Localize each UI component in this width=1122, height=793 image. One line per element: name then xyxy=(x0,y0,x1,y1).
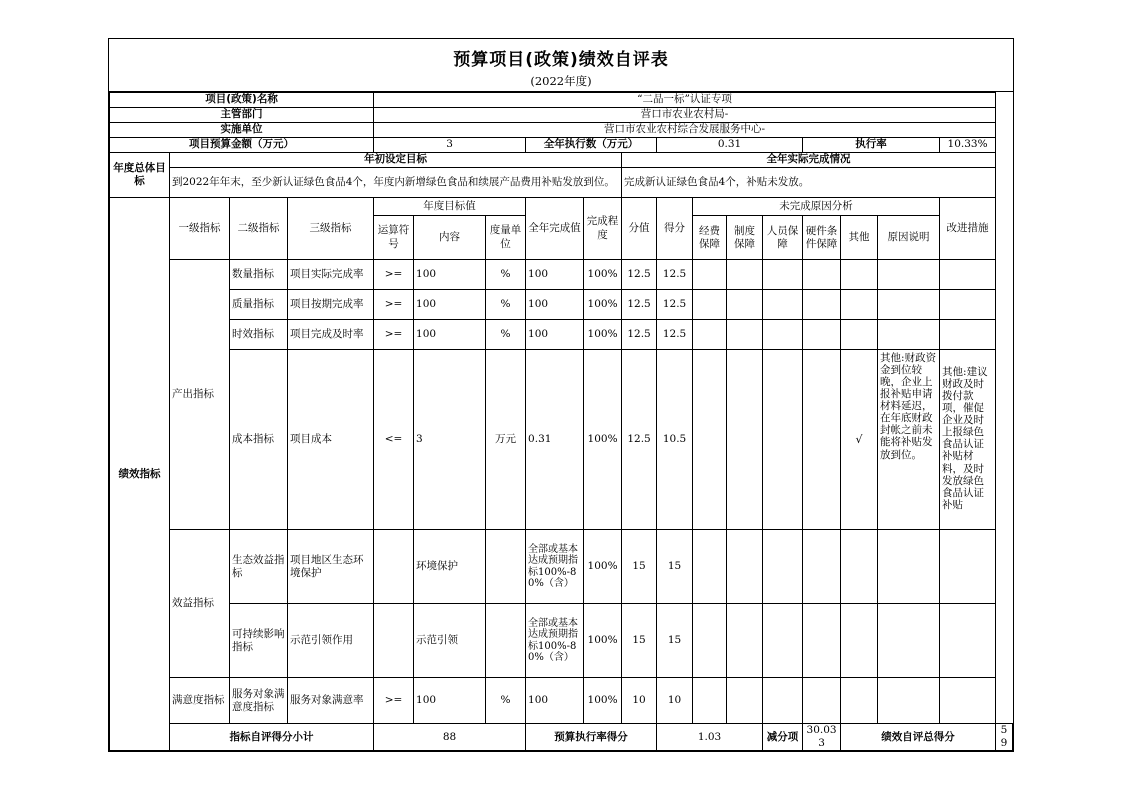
row-score: 12.5 xyxy=(657,260,693,290)
header-score: 得分 xyxy=(657,198,693,260)
header-score-value: 分值 xyxy=(622,198,657,260)
row-actual: 100 xyxy=(526,678,584,724)
budget-value: 3 xyxy=(374,138,526,153)
header-unit: 度量单位 xyxy=(486,216,526,260)
row-funding-cell xyxy=(693,678,727,724)
row-op: >= xyxy=(374,320,414,350)
header-actual: 全年完成值 xyxy=(526,198,584,260)
row-unit: % xyxy=(486,260,526,290)
row-completion: 100% xyxy=(584,678,622,724)
rate-value: 10.33% xyxy=(940,138,996,153)
row-actual: 100 xyxy=(526,260,584,290)
row-score: 10 xyxy=(657,678,693,724)
row-content: 100 xyxy=(414,290,486,320)
row-staff-cell xyxy=(763,290,803,320)
row-content: 环境保护 xyxy=(414,530,486,604)
row-staff-cell xyxy=(763,320,803,350)
row-other-cell xyxy=(841,530,878,604)
row-hardware-cell xyxy=(803,260,841,290)
header-improve: 改进措施 xyxy=(940,198,996,260)
evaluation-table xyxy=(109,92,1013,751)
header-reason-note: 原因说明 xyxy=(878,216,940,260)
row-funding-cell xyxy=(693,320,727,350)
row-actual: 全部或基本达成预期指标100%-80%（含） xyxy=(526,530,584,604)
row-completion: 100% xyxy=(584,290,622,320)
row-actual: 100 xyxy=(526,290,584,320)
planned-goal-text: 到2022年年末，至少新认证绿色食品4个，年度内新增绿色食品和续展产品费用补贴发放到位。 xyxy=(170,168,622,198)
row-level2: 成本指标 xyxy=(230,350,288,530)
row-unit: % xyxy=(486,290,526,320)
budget-label: 项目预算金额（万元） xyxy=(110,138,374,153)
header-other: 其他 xyxy=(841,216,878,260)
row-hardware-cell xyxy=(803,604,841,678)
row-improve-cell xyxy=(940,678,996,724)
row-level3: 示范引领作用 xyxy=(288,604,374,678)
row-system-cell xyxy=(727,290,763,320)
row-score-value: 12.5 xyxy=(622,290,657,320)
row-staff-cell xyxy=(763,530,803,604)
row-reason-cell xyxy=(878,260,940,290)
row-improve-cell xyxy=(940,260,996,290)
row-other-cell xyxy=(841,290,878,320)
row-reason-cell xyxy=(878,290,940,320)
row-completion: 100% xyxy=(584,260,622,290)
row-level2: 生态效益指标 xyxy=(230,530,288,604)
row-op xyxy=(374,530,414,604)
improve-text: 其他:建议财政及时拨付款项，催促企业及时上报绿色食品认证补贴材料，及时发放绿色食品认证补贴 xyxy=(940,350,996,530)
reason-note-text: 其他:财政资金到位较晚，企业上报补贴申请材料延迟，在年底财政封帐之前未能将补贴发放到位。 xyxy=(878,350,940,530)
exec-score-value: 1.03 xyxy=(657,724,763,751)
row-staff-cell xyxy=(763,604,803,678)
row-reason-cell xyxy=(878,678,940,724)
row-system-cell xyxy=(727,260,763,290)
row-op: >= xyxy=(374,260,414,290)
group-satisfaction: 满意度指标 xyxy=(170,678,230,724)
actual-status-text: 完成新认证绿色食品4个，补贴未发放。 xyxy=(622,168,996,198)
row-actual: 0.31 xyxy=(526,350,584,530)
row-funding-cell xyxy=(693,290,727,320)
row-funding-cell xyxy=(693,604,727,678)
row-reason-cell xyxy=(878,604,940,678)
row-system-cell xyxy=(727,530,763,604)
row-level3: 项目地区生态环境保护 xyxy=(288,530,374,604)
row-hardware-cell xyxy=(803,320,841,350)
header-staff: 人员保障 xyxy=(763,216,803,260)
row-score: 10.5 xyxy=(657,350,693,530)
row-score-value: 12.5 xyxy=(622,350,657,530)
row-level2: 数量指标 xyxy=(230,260,288,290)
indicators-section-label: 绩效指标 xyxy=(110,198,170,751)
row-system-cell xyxy=(727,320,763,350)
year-subtitle: (2022年度) xyxy=(530,74,592,88)
row-unit xyxy=(486,530,526,604)
row-improve-cell xyxy=(940,604,996,678)
subtotal-value: 88 xyxy=(374,724,526,751)
row-op: >= xyxy=(374,290,414,320)
row-level2: 服务对象满意度指标 xyxy=(230,678,288,724)
project-name-value: “二品一标”认证专项 xyxy=(374,93,996,108)
project-name-label: 项目(政策)名称 xyxy=(110,93,374,108)
row-hardware-cell xyxy=(803,350,841,530)
dept-label: 主管部门 xyxy=(110,108,374,123)
row-score: 15 xyxy=(657,530,693,604)
row-level2: 时效指标 xyxy=(230,320,288,350)
row-score: 15 xyxy=(657,604,693,678)
row-hardware-cell xyxy=(803,290,841,320)
row-content: 100 xyxy=(414,260,486,290)
header-target-group: 年度目标值 xyxy=(374,198,526,216)
row-content: 100 xyxy=(414,678,486,724)
header-op: 运算符号 xyxy=(374,216,414,260)
row-hardware-cell xyxy=(803,678,841,724)
row-reason-cell xyxy=(878,320,940,350)
row-unit: 万元 xyxy=(486,350,526,530)
row-other-cell xyxy=(841,260,878,290)
row-staff-cell xyxy=(763,350,803,530)
rate-label: 执行率 xyxy=(803,138,940,153)
group-benefit: 效益指标 xyxy=(170,530,230,678)
row-completion: 100% xyxy=(584,604,622,678)
row-level3: 项目完成及时率 xyxy=(288,320,374,350)
deduct-value: 30.033 xyxy=(803,724,841,751)
exec-value: 0.31 xyxy=(657,138,803,153)
row-level2: 质量指标 xyxy=(230,290,288,320)
header-completion: 完成程度 xyxy=(584,198,622,260)
row-unit: % xyxy=(486,678,526,724)
row-other-cell xyxy=(841,604,878,678)
header-reason-group: 未完成原因分析 xyxy=(693,198,940,216)
exec-score-label: 预算执行率得分 xyxy=(526,724,657,751)
row-system-cell xyxy=(727,678,763,724)
header-level2: 二级指标 xyxy=(230,198,288,260)
row-completion: 100% xyxy=(584,530,622,604)
evaluation-sheet xyxy=(108,38,1014,752)
row-improve-cell xyxy=(940,290,996,320)
row-score-value: 15 xyxy=(622,604,657,678)
row-other-cell xyxy=(841,320,878,350)
row-content: 示范引领 xyxy=(414,604,486,678)
row-actual: 100 xyxy=(526,320,584,350)
row-system-cell xyxy=(727,604,763,678)
other-checkmark: √ xyxy=(841,350,878,530)
row-unit: % xyxy=(486,320,526,350)
row-score: 12.5 xyxy=(657,320,693,350)
deduct-label: 减分项 xyxy=(763,724,803,751)
row-score: 12.5 xyxy=(657,290,693,320)
subtotal-label: 指标自评得分小计 xyxy=(170,724,374,751)
row-system-cell xyxy=(727,350,763,530)
row-content: 100 xyxy=(414,320,486,350)
annual-goal-label: 年度总体目标 xyxy=(110,153,170,198)
row-funding-cell xyxy=(693,530,727,604)
header-system: 制度保障 xyxy=(727,216,763,260)
row-actual: 全部或基本达成预期指标100%-80%（含） xyxy=(526,604,584,678)
row-score-value: 12.5 xyxy=(622,320,657,350)
header-level1: 一级指标 xyxy=(170,198,230,260)
row-completion: 100% xyxy=(584,350,622,530)
total-label: 绩效自评总得分 xyxy=(841,724,996,751)
unit-value: 营口市农业农村综合发展服务中心- xyxy=(374,123,996,138)
row-level2: 可持续影响指标 xyxy=(230,604,288,678)
header-level3: 三级指标 xyxy=(288,198,374,260)
row-staff-cell xyxy=(763,678,803,724)
row-funding-cell xyxy=(693,260,727,290)
header-content: 内容 xyxy=(414,216,486,260)
row-score-value: 12.5 xyxy=(622,260,657,290)
row-content: 3 xyxy=(414,350,486,530)
row-improve-cell xyxy=(940,530,996,604)
title-block xyxy=(109,39,1013,92)
row-other-cell xyxy=(841,678,878,724)
row-level3: 项目按期完成率 xyxy=(288,290,374,320)
row-level3: 服务对象满意率 xyxy=(288,678,374,724)
total-value: 59 xyxy=(996,724,1013,751)
page-title: 预算项目(政策)绩效自评表 xyxy=(453,50,669,70)
row-unit xyxy=(486,604,526,678)
row-reason-cell xyxy=(878,530,940,604)
dept-value: 营口市农业农村局- xyxy=(374,108,996,123)
unit-label: 实施单位 xyxy=(110,123,374,138)
actual-status-header: 全年实际完成情况 xyxy=(622,153,996,168)
row-completion: 100% xyxy=(584,320,622,350)
row-funding-cell xyxy=(693,350,727,530)
row-staff-cell xyxy=(763,260,803,290)
header-funding: 经费保障 xyxy=(693,216,727,260)
planned-goal-header: 年初设定目标 xyxy=(170,153,622,168)
row-op: <= xyxy=(374,350,414,530)
group-output: 产出指标 xyxy=(170,260,230,530)
row-improve-cell xyxy=(940,320,996,350)
row-op: >= xyxy=(374,678,414,724)
row-hardware-cell xyxy=(803,530,841,604)
row-level3: 项目成本 xyxy=(288,350,374,530)
exec-label: 全年执行数（万元） xyxy=(526,138,657,153)
row-score-value: 15 xyxy=(622,530,657,604)
row-level3: 项目实际完成率 xyxy=(288,260,374,290)
row-op xyxy=(374,604,414,678)
row-score-value: 10 xyxy=(622,678,657,724)
header-hardware: 硬件条件保障 xyxy=(803,216,841,260)
